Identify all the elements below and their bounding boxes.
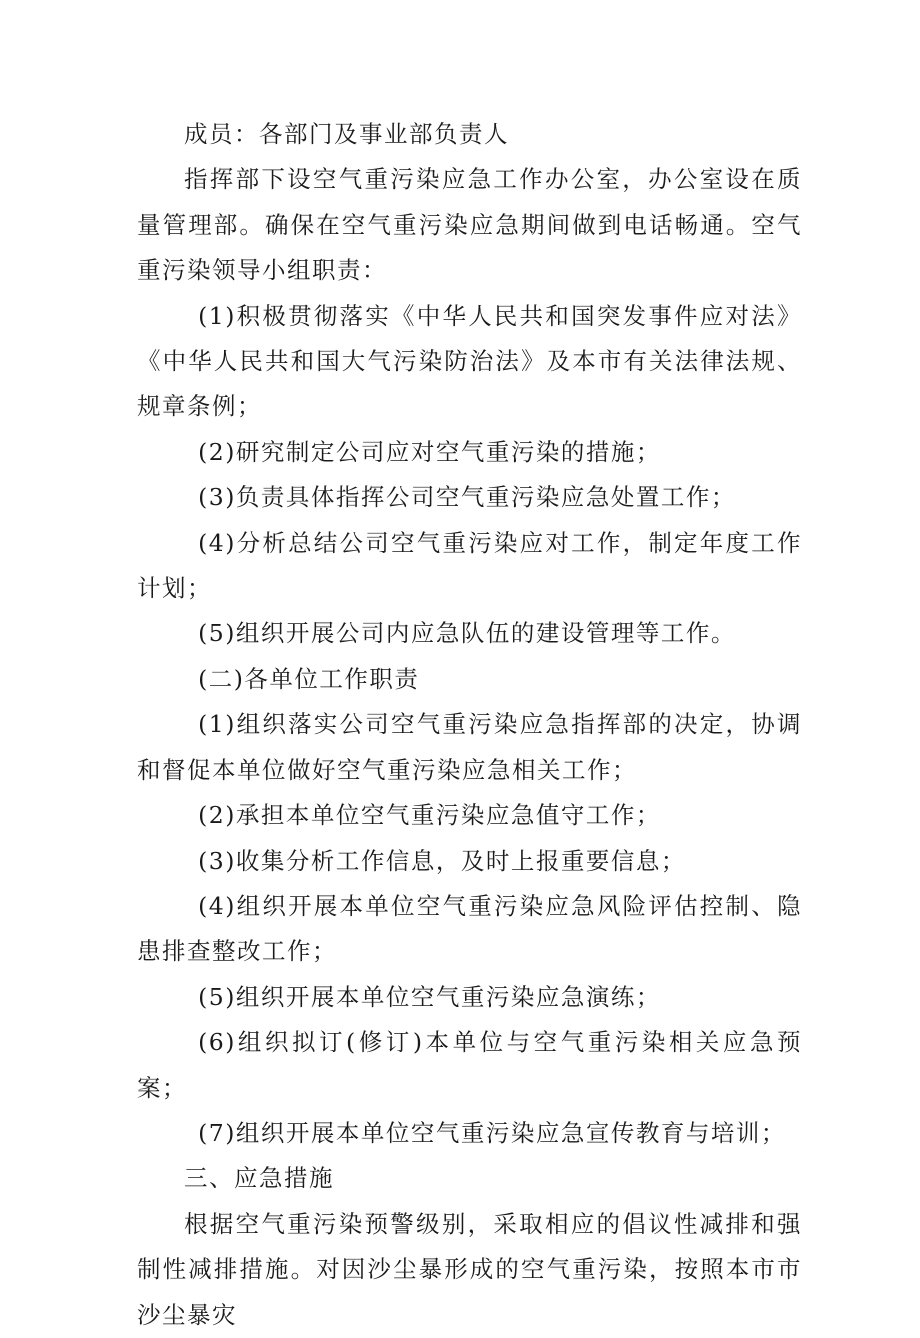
list-item: (7)组织开展本单位空气重污染应急宣传教育与培训； [198,1118,786,1147]
paragraph-office: 指挥部下设空气重污染应急工作办公室，办公室设在质量管理部。确保在空气重污染应急期间做到电话畅通。空气重污染领导小组职责： [137,165,802,285]
section-heading-unit-duties: (二)各单位工作职责 [198,664,420,693]
list-item: (5)组织开展公司内应急队伍的建设管理等工作。 [198,619,736,648]
list-item: (3)负责具体指挥公司空气重污染应急处置工作； [198,483,736,512]
list-item: (1)积极贯彻落实《中华人民共和国突发事件应对法》《中华人民共和国大气污染防治法》及本市有关法律法规、规章条例； [137,301,802,421]
section-heading-measures: 三、应急措施 [184,1164,334,1193]
list-item: (2)承担本单位空气重污染应急值守工作； [198,801,661,830]
list-item: (3)收集分析工作信息，及时上报重要信息； [198,846,686,875]
paragraph-measures: 根据空气重污染预警级别，采取相应的倡议性减排和强制性减排措施。对因沙尘暴形成的空气重污染，按照本市市沙尘暴灾 [137,1209,802,1329]
list-item: (2)研究制定公司应对空气重污染的措施； [198,437,661,466]
document-body [137,112,802,1338]
list-item: (5)组织开展本单位空气重污染应急演练； [198,982,661,1011]
list-item: (4)分析总结公司空气重污染应对工作，制定年度工作计划； [137,528,802,603]
paragraph-members: 成员：各部门及事业部负责人 [184,120,509,148]
list-item: (6)组织拟订(修订)本单位与空气重污染相关应急预案； [137,1028,802,1102]
list-item: (4)组织开展本单位空气重污染应急风险评估控制、隐患排查整改工作； [137,891,802,966]
list-item: (1)组织落实公司空气重污染应急指挥部的决定，协调和督促本单位做好空气重污染应急相关工作； [137,710,802,784]
